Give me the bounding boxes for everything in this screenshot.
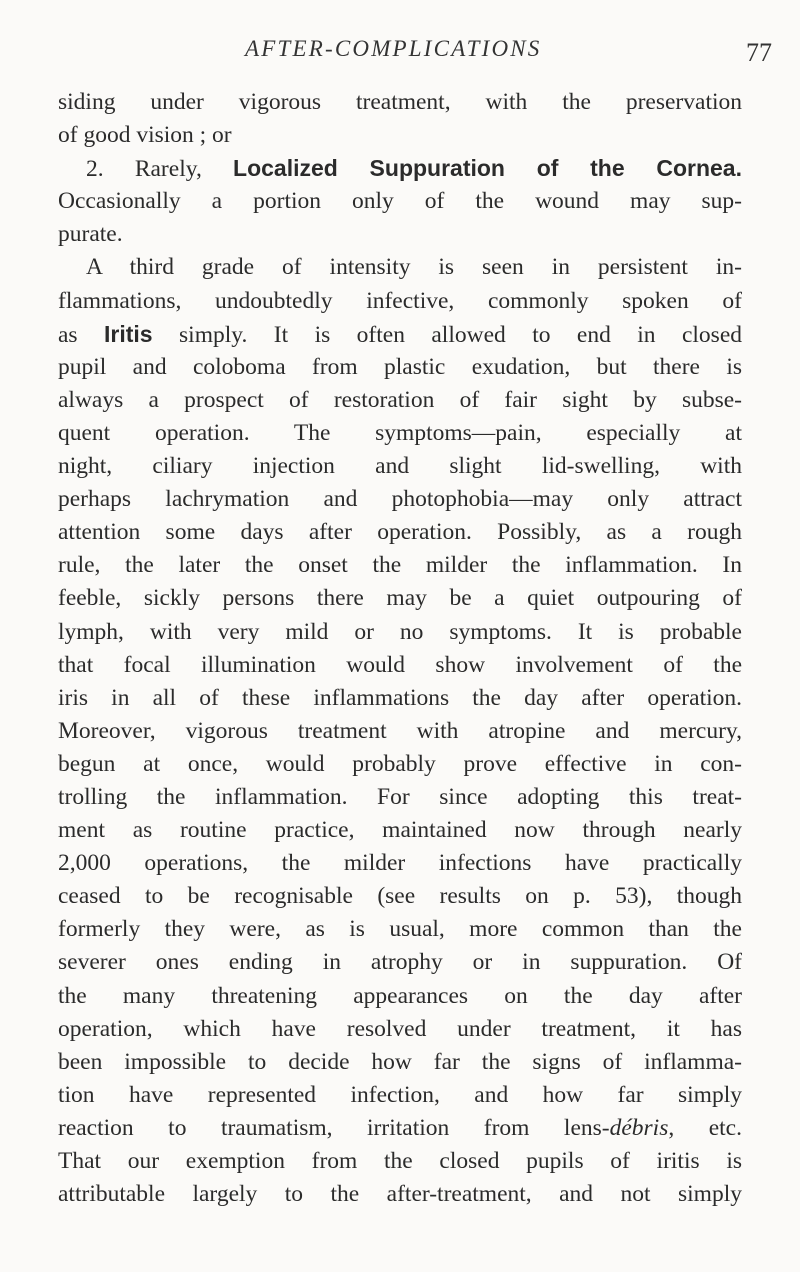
text-line-4: Occasionally a portion only of the wound may sup- bbox=[58, 188, 742, 215]
text-line-11: quent operation. The symptoms—pain, especially at bbox=[58, 419, 742, 446]
text-line-5: purate. bbox=[58, 221, 123, 248]
text-line-19: iris in all of these inflammations the day after operation. bbox=[58, 684, 742, 711]
text-line-33: That our exemption from the closed pupils of iritis is bbox=[58, 1148, 742, 1174]
text-line-20: Moreover, vigorous treatment with atropine and mercury, bbox=[58, 717, 742, 744]
text-line-13: perhaps lachrymation and photophobia—may only attract bbox=[58, 486, 742, 513]
text-line-29: operation, which have resolved under treatment, it has bbox=[58, 1015, 742, 1042]
text-fragment: as bbox=[58, 321, 105, 348]
text-line-25: ceased to be recognisable (see results on p. 53), though bbox=[58, 883, 742, 910]
text-line-6: A third grade of intensity is seen in persistent in- bbox=[86, 254, 742, 281]
text-line-1: siding under vigorous treatment, with the preservation bbox=[58, 89, 742, 115]
text-line-17: lymph, with very mild or no symptoms. It is probable bbox=[58, 618, 742, 645]
text-line-34: attributable largely to the after-treatment, and not simply bbox=[58, 1181, 742, 1208]
text-line-28: the many threatening appearances on the day after bbox=[58, 982, 742, 1009]
text-line-24: 2,000 operations, the milder infections have practically bbox=[58, 850, 742, 877]
text-line-21: begun at once, would probably prove effective in con- bbox=[58, 750, 742, 777]
text-line-18: that focal illumination would show involvement of the bbox=[58, 651, 742, 678]
page-number: 77 bbox=[746, 38, 772, 67]
text-line-32 bbox=[58, 1112, 742, 1145]
list-number-text: 2. Rarely, bbox=[86, 156, 234, 183]
running-title: AFTER-COMPLICATIONS bbox=[245, 36, 542, 61]
text-line-12: night, ciliary injection and slight lid-swelling, with bbox=[58, 453, 742, 480]
body-text bbox=[58, 86, 742, 1211]
text-line-2: of good vision ; or bbox=[58, 122, 232, 149]
text-line-26: formerly they were, as is usual, more common than the bbox=[58, 916, 742, 943]
text-fragment: simply. It is often allowed to end in closed bbox=[152, 321, 743, 348]
text-line-27: severer ones ending in atrophy or in suppuration. Of bbox=[58, 949, 742, 976]
text-line-9: pupil and coloboma from plastic exudation, but there is bbox=[58, 353, 742, 380]
text-line-15: rule, the later the onset the milder the inflammation. In bbox=[58, 552, 742, 579]
heading-iritis: Iritis bbox=[104, 320, 153, 347]
text-fragment: reaction to traumatism, irritation from lens- bbox=[58, 1114, 610, 1141]
text-line-31: tion have represented infection, and how far simply bbox=[58, 1081, 742, 1108]
text-line-14: attention some days after operation. Possibly, as a rough bbox=[58, 519, 742, 546]
text-line-8 bbox=[58, 318, 742, 351]
text-line-3 bbox=[58, 152, 742, 185]
text-line-10: always a prospect of restoration of fair sight by subse- bbox=[58, 386, 742, 413]
text-fragment: , etc. bbox=[668, 1114, 742, 1141]
heading-localized-suppuration: Localized Suppuration of the Cornea. bbox=[233, 155, 742, 182]
text-line-30: been impossible to decide how far the signs of inflamma- bbox=[58, 1048, 742, 1075]
text-line-16: feeble, sickly persons there may be a quiet outpouring of bbox=[58, 585, 742, 612]
running-head bbox=[0, 34, 800, 74]
text-line-7: flammations, undoubtedly infective, commonly spoken of bbox=[58, 287, 742, 314]
text-line-23: ment as routine practice, maintained now through nearly bbox=[58, 817, 742, 844]
italic-debris: débris bbox=[609, 1114, 669, 1141]
text-line-22: trolling the inflammation. For since adopting this treat- bbox=[58, 783, 742, 810]
